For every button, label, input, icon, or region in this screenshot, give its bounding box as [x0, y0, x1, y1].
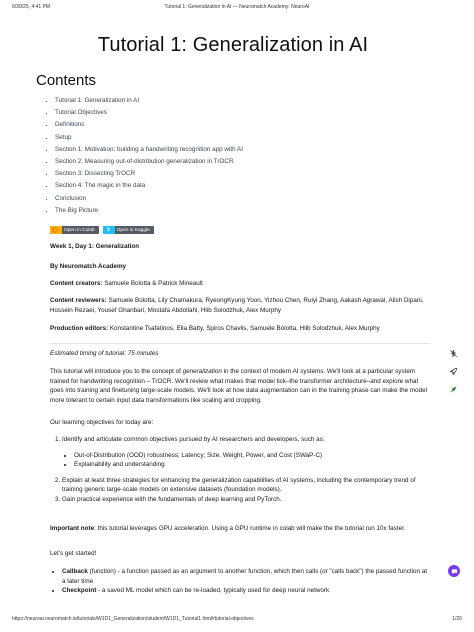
- generalization-emphasis: generalization: [182, 368, 222, 375]
- estimated-timing: Estimated timing of tutorial: 75 minutes: [50, 350, 159, 357]
- intro-paragraph: This tutorial will introduce you to the concept of generalization in the context of modern AI systems. We'll look at a particular system trained for handwriting recognition – TrOCR. We'll review what makes that model tick–the transformer architecture–and explore what goes into training and finetuning large-scale models. We'll look at how data augmentation can in the training phase can make the model more tolerant to certain input data transformations like scaling and cropping.: [50, 368, 428, 404]
- tutorial-page: [36, 30, 430, 214]
- toc-link[interactable]: • Conclusion: [55, 194, 243, 206]
- print-footer: [12, 616, 462, 626]
- toc-link[interactable]: • Definitions: [55, 120, 243, 132]
- page-title: Tutorial 1: Generalization in AI: [97, 34, 369, 56]
- definition-item: • Checkpoint - a saved ML model which can be re-loaded, typically used for deep neural network: [62, 586, 430, 596]
- content-creators: [50, 279, 430, 289]
- print-url: https://neuroai.neuromatch.io/tutorials/W1D1_Generalization/student/W1D1_Tutorial1.html#tutorial-objectives: [12, 616, 254, 622]
- objectives-intro: Our learning objectives for today are:: [50, 419, 154, 426]
- lets-get-started: Let's get started!: [50, 550, 97, 557]
- print-header: [12, 4, 462, 14]
- divider: [50, 343, 430, 344]
- kaggle-badge-label: Open in Kaggle: [116, 227, 150, 233]
- colab-badge-label: Open in Colab: [64, 227, 95, 233]
- colab-logo-icon: [50, 226, 62, 234]
- open-in-kaggle-button[interactable]: [103, 226, 154, 234]
- definitions-list: [50, 567, 430, 596]
- side-toolbar: [446, 348, 460, 394]
- content-creators-label: Content creators:: [50, 280, 103, 287]
- contents-heading: Contents: [36, 72, 97, 89]
- toc-link[interactable]: • Section 1: Motivation: building a handwriting recognition app with AI: [55, 145, 243, 157]
- toc-link[interactable]: • Tutorial 1: Generalization in AI: [55, 96, 243, 108]
- content-reviewers-names: Samuele Bolotta, Lily Chamakura, RyeongKyung Yoon, Yizhou Chen, Ruiyi Zhang, Aakash Agrawal, Alish Dipani, Hossein Rezaei, Yousef Ghanbari, Mostafa Abdollahi, Hlib Solodzhuk, Alex Murphy: [50, 297, 424, 314]
- by-line: By Neuromatch Academy: [50, 263, 127, 270]
- open-in-colab-button[interactable]: [50, 226, 99, 234]
- content-creators-names: Samuele Bolotta & Patrick Mineault: [104, 280, 203, 287]
- definition-item: • Callback (function) - a function passed as an argument to another function, which then calls (or "calls back") the passed function at a later time: [62, 567, 430, 586]
- print-datetime: 6/30/25, 4:41 PM: [12, 4, 51, 10]
- print-tab-title: Tutorial 1: Generalization in AI — Neuromatch Academy: NeuroAI: [164, 4, 310, 10]
- definition-term: Checkpoint: [62, 587, 97, 595]
- objectives-list: [50, 435, 430, 505]
- toc-link[interactable]: • Setup: [55, 133, 243, 145]
- important-note-label: Important note: [50, 525, 95, 532]
- toc-link[interactable]: • The Big Picture: [55, 206, 243, 218]
- production-editors-names: Konstantine Tsafatinos, Ella Batty, Spiros Chavlis, Samuele Bolotta, Hlib Solodzhuk, Alex Murphy: [109, 325, 380, 332]
- toc-link[interactable]: • Tutorial Objectives: [55, 108, 243, 120]
- table-of-contents: [36, 96, 243, 218]
- production-editors-label: Production editors:: [50, 325, 109, 332]
- definition-term: Callback: [62, 568, 88, 575]
- content-reviewers-label: Content reviewers:: [50, 297, 107, 304]
- print-page-number: 1/26: [452, 616, 462, 622]
- production-editors: [50, 324, 430, 334]
- toc-link[interactable]: • Section 2: Measuring out-of-distribution generalization in TrOCR: [55, 157, 243, 169]
- objective-subitem: • Explainability and understanding: [74, 460, 430, 470]
- chat-bubble-icon: [451, 562, 458, 580]
- kaggle-logo-icon: k: [103, 226, 115, 234]
- toc-link[interactable]: • Section 3: Dissecting TrOCR: [55, 169, 243, 181]
- week-day-heading: Week 1, Day 1: Generalization: [50, 243, 140, 250]
- no-lightning-icon[interactable]: [448, 348, 458, 358]
- launch-badges: [50, 226, 154, 234]
- rocket-icon[interactable]: [448, 366, 458, 376]
- objective-item: 2. Explain at least three strategies for enhancing the generalization capabilities of AI systems, including the contemporary trend of training generic large-scale models on extensive datasets (foundation models).: [62, 476, 430, 495]
- objective-subitem: • Out-of-Distribution (OOD) robustness; Latency; Size, Weight, Power, and Cost (SWaP-C): [74, 451, 430, 461]
- important-note: Important note: this tutorial leverages GPU acceleration. Using a GPU runtime in colab will make the the tutorial run 10x faster.: [50, 525, 406, 532]
- objective-item: 3. Gain practical experience with the fundamentals of deep learning and PyTorch.: [62, 495, 430, 505]
- chat-assistant-button[interactable]: [448, 565, 460, 577]
- launch-icon[interactable]: [448, 384, 458, 394]
- content-reviewers: [50, 296, 430, 315]
- toc-link[interactable]: • Section 4: The magic in the data: [55, 181, 243, 193]
- objective-item: 1. Identify and articulate common objectives pursued by AI researchers and developers, such as: • Out-of-Distribution (OOD) robustness; Latency; Size, Weight, Power, and Cost (SWaP-C) • Explainability and understanding: [62, 435, 430, 476]
